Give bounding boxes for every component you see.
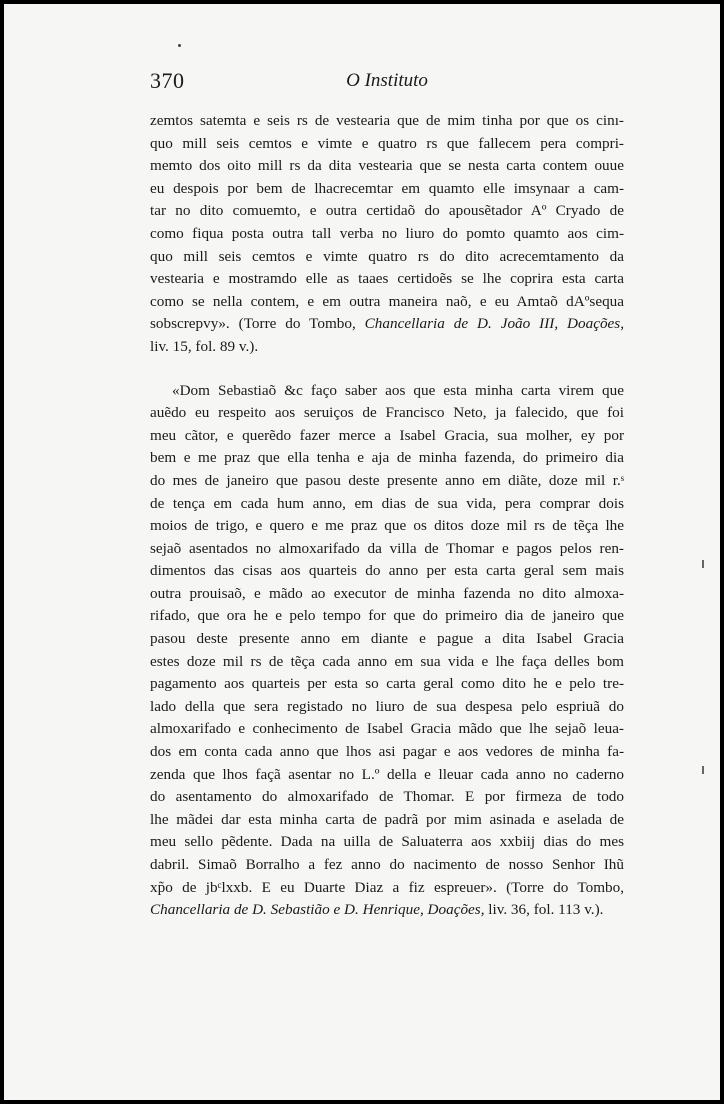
paragraph: [150, 110, 624, 359]
page-number: 370: [150, 68, 185, 93]
text-line: [150, 538, 624, 561]
text-run: pagamento aos quarteis per esta so carta geral como dito he e pelo tre-: [150, 675, 624, 693]
text-line: [150, 110, 624, 133]
text-line: [150, 402, 624, 425]
text-run: quo mill seis cemtos e vimte quatro rs do dito acrecemtamento da: [150, 247, 624, 265]
text-run: dos em conta cada anno que lhos asi pagar e aos vedores de minha fa-: [150, 743, 624, 761]
text-line: [150, 560, 624, 583]
text-line: [150, 605, 624, 628]
text-line: [150, 628, 624, 651]
text-line: [150, 493, 624, 516]
text-run: como fiqua posta outra tall verba no liuro do pomto quamto aos cim-: [150, 224, 624, 242]
text-line: [150, 854, 624, 877]
text-run: almoxarifado e conhecimento de Isabel Gracia mãdo que lhe sejaõ leua-: [150, 720, 624, 738]
text-line: [150, 470, 624, 493]
text-run: xp̃o de jbᶜlxxb. E eu Duarte Diaz a fiz espreuer». (Torre do Tombo,: [150, 878, 624, 896]
ink-speck: [178, 44, 181, 47]
text-run: memto dos oito mill rs da dita vestearia que se nesta carta contem ouue: [150, 157, 624, 175]
text-run: auẽdo eu respeito aos seruiços de Francisco Neto, ja falecido, que foi: [150, 404, 624, 422]
text-line: [150, 899, 624, 922]
text-run: zenda que lhos façã asentar no L.º della e lleuar cada anno no caderno: [150, 765, 624, 783]
paragraph: [150, 380, 624, 922]
text-line: [150, 515, 624, 538]
text-run: vestearia e mostramdo elle as taaes certidoẽs se lhe coprira esta carta: [150, 270, 624, 288]
text-run: estes doze mil rs de tẽça cada anno em sua vida e lhe faça delles bom: [150, 652, 624, 670]
text-run: liv. 15, fol. 89 v.).: [150, 337, 259, 355]
running-title: O Instituto: [346, 70, 428, 91]
text-run: eu despois por bem de lhacrecemtar em quamto elle imsynaar a cam-: [150, 179, 624, 197]
text-run: zemtos satemta e seis rs de vestearia que de mim tinha por que os cinı-: [150, 112, 624, 129]
text-line: [150, 583, 624, 606]
text-line: [150, 178, 624, 201]
text-run: bem e me praz que ella tenha e aja de minha fazenda, do primeiro dia: [150, 449, 624, 467]
text-line: [150, 447, 624, 470]
text-line: [150, 764, 624, 787]
text-run: moios de trigo, e quero e me praz que os ditos doze mil rs de tẽça lhe: [150, 517, 624, 535]
text-run: dabril. Simaõ Borralho a fez anno do nacimento de nosso Senhor Ihũ: [150, 856, 624, 873]
text-line: [150, 246, 624, 269]
text-line: [150, 673, 624, 696]
text-run: liv. 36, fol. 113 v.).: [484, 901, 604, 919]
text-line: [150, 651, 624, 674]
text-run: meu sello pẽdente. Dada na uilla de Saluaterra aos xxbiij dias do mes: [150, 833, 624, 851]
text-line: [150, 268, 624, 291]
text-line: [150, 380, 624, 403]
text-run: dimentos das cisas aos quarteis do anno per esta carta geral sem mais: [150, 562, 624, 580]
italic-citation: Chancellaria de D. João III, Doações,: [364, 315, 624, 333]
text-line: [150, 313, 624, 336]
text-run: lhe mãdei dar esta minha carta de padrã por mim asinada e aselada de: [150, 810, 624, 828]
text-run: sobscrepvy». (Torre do Tombo,: [150, 315, 365, 333]
text-run: quo mill seis cemtos e vimte e quatro rs que fallecem pera compri-: [150, 134, 624, 152]
text-run: outra prouisaõ, e mãdo ao executor de minha fazenda no dito almoxa-: [150, 584, 624, 602]
page-edge-mark: [702, 560, 704, 568]
text-line: [150, 223, 624, 246]
text-run: pasou deste presente anno em diante e pague a dita Isabel Gracia: [150, 630, 624, 648]
text-run: rifado, que ora he e pelo tempo for que do primeiro dia de janeiro que: [150, 607, 624, 625]
text-line: [150, 425, 624, 448]
page-edge-mark: [702, 766, 704, 774]
text-run: meu cãtor, e querẽdo fazer merce a Isabel Gracia, sua molher, ey por: [150, 426, 624, 444]
text-run: do mes de janeiro que pasou deste presente anno em diãte, doze mil r.ˢ: [150, 471, 624, 489]
text-run: sejaõ asentados no almoxarifado da villa de Thomar e pagos pelos ren-: [150, 539, 624, 557]
text-run: lado della que sera registado no liuro de sua despesa pelo espriuã do: [150, 697, 624, 715]
page-header: [150, 68, 624, 98]
italic-citation: Chancellaria de D. Sebastião e D. Henrique, Doações,: [150, 901, 485, 919]
body-text: [150, 110, 624, 922]
text-run: como se nella contem, e em outra maneira naõ, e eu Amtaõ dAºsequa: [150, 292, 624, 310]
text-line: [150, 336, 624, 359]
text-run: tar no dito comuemto, e outra certidaõ do apousẽtador Aº Cryado de: [150, 202, 624, 220]
text-line: [150, 718, 624, 741]
text-line: [150, 831, 624, 854]
text-line: [150, 809, 624, 832]
text-line: [150, 786, 624, 809]
text-line: [150, 696, 624, 719]
text-line: [150, 200, 624, 223]
text-line: [150, 877, 624, 900]
text-line: [150, 291, 624, 314]
paragraph-gap: [150, 359, 624, 380]
text-run: do asentamento do almoxarifado de Thomar. E por firmeza de todo: [150, 788, 624, 806]
text-line: [150, 133, 624, 156]
text-line: [150, 155, 624, 178]
text-line: [150, 741, 624, 764]
text-run: de tença em cada hum anno, em dias de sua vida, pera comprar dois: [150, 494, 624, 512]
text-run: «Dom Sebastiaõ &c faço saber aos que esta minha carta virem que: [172, 381, 624, 399]
